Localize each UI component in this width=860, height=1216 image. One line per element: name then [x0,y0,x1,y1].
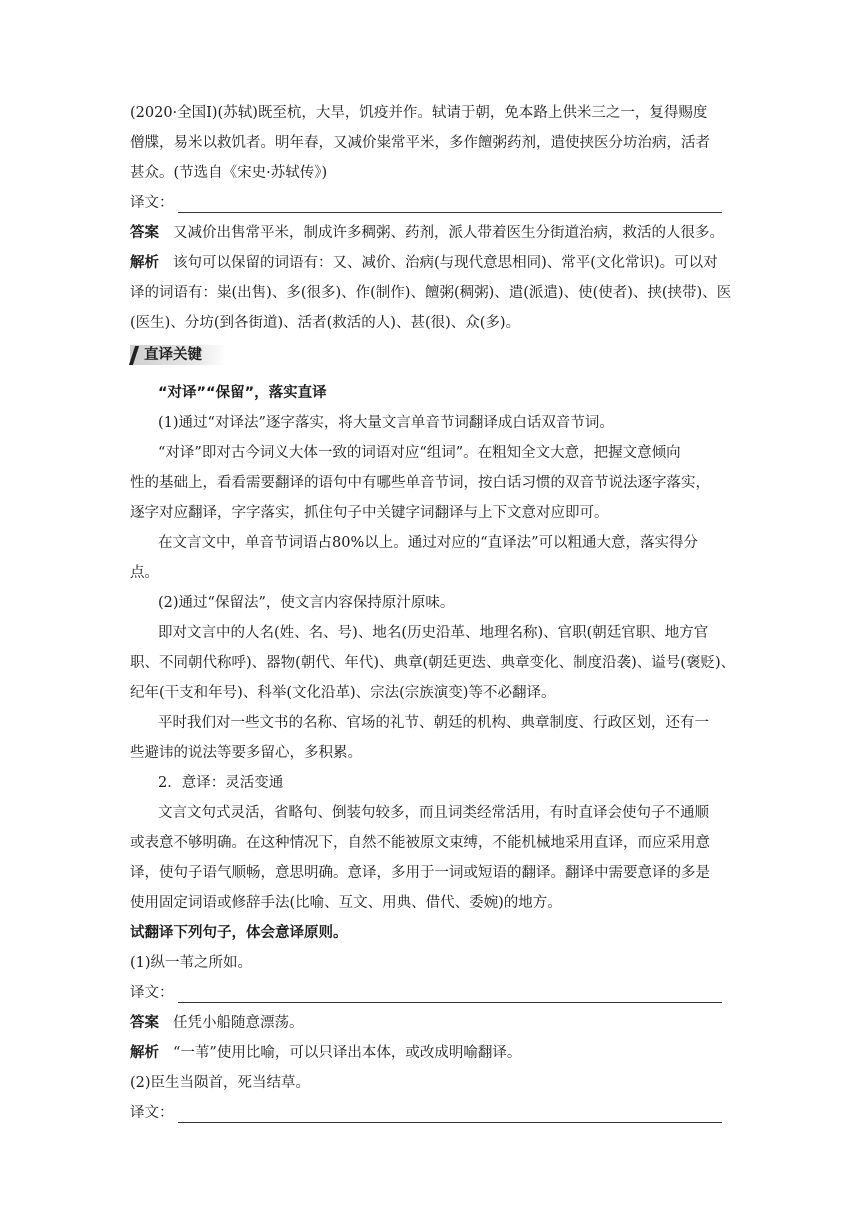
paragraph-line: 使用固定词语或修辞手法(比喻、互文、用典、借代、委婉)的地方。 [130,895,562,911]
paragraph-line: 性的基础上，看看需要翻译的语句中有哪些单音节词，按白话习惯的双音节说法逐字落实， [130,475,710,491]
paragraph-line: 平时我们对一些文书的名称、官场的礼节、朝廷的机构、典章制度、行政区划，还有一 [158,715,709,731]
answer-label: 答案 [130,225,159,241]
answer-label: 答案 [130,1015,159,1031]
translation-blank[interactable] [178,988,722,1003]
analysis-text: 该句可以保留的词语有：又、减价、治病(与现代意思相同)、常平(文化常识)。可以对 [173,255,718,271]
question-2: (2)臣生当陨首，死当结草。 [130,1075,311,1091]
analysis-label: 解析 [130,1045,159,1061]
translation-label: 译文： [130,1105,174,1121]
question-1: (1)纵一苇之所如。 [130,955,253,971]
paragraph: (1)通过“对译法”逐字落实，将大量文言单音节词翻译成白话双音节词。 [158,415,614,431]
answer-text: 任凭小船随意漂荡。 [173,1015,304,1031]
analysis-label: 解析 [130,255,159,271]
passage-line: 僧牒，易米以救饥者。明年春，又减价粜常平米，多作饘粥药剂，遣使挟医分坊治病，活者 [130,135,710,151]
paragraph-line: 或表意不够明确。在这种情况下，自然不能被原文束缚，不能机械地采用直译，而应采用意 [130,835,710,851]
translation-label: 译文： [130,985,174,1001]
answer-row-1 [130,223,740,243]
translation-blank[interactable] [178,198,722,213]
translation-row-2 [130,983,740,1003]
passage-line: (2020·全国Ⅰ)(苏轼)既至杭，大旱，饥疫并作。轼请于朝，免本路上供米三之一，复得赐度 [130,105,708,121]
paragraph-line: “对译”即对古今词义大体一致的词语对应“组词”。在粗知全文大意，把握文意倾向 [158,445,681,461]
section-tag-label: 直译关键 [144,347,202,363]
exercise-heading: 试翻译下列句子，体会意译原则。 [130,925,348,941]
paragraph-line: 纪年(干支和年号)、科举(文化沿革)、宗法(宗族演变)等不必翻译。 [130,685,556,701]
translation-label: 译文： [130,195,174,211]
paragraph-line: 译，使句子语气顺畅，意思明确。意译，多用于一词或短语的翻译。翻译中需要意译的多是 [130,865,710,881]
translation-row-3 [130,1103,740,1123]
analysis-line: (医生)、分坊(到各街道)、活者(救活的人)、甚(很)、众(多)。 [130,315,521,331]
paragraph-line: 逐字对应翻译，字字落实，抓住句子中关键字词翻译与上下文意对应即可。 [130,505,609,521]
analysis-text: “一苇”使用比喻，可以只译出本体，或改成明喻翻译。 [173,1045,522,1061]
paragraph-line: 在文言文中，单音节词语占80%以上。通过对应的“直译法”可以粗通大意，落实得分 [158,535,699,551]
paragraph-line: 些避讳的说法等要多留心，多积累。 [130,745,362,761]
analysis-row-2 [130,1043,740,1063]
answer-text: 又减价出售常平米，制成许多稠粥、药剂，派人带着医生分街道治病，救活的人很多。 [173,225,724,241]
analysis-row-1 [130,253,740,273]
passage-line: 甚众。(节选自《宋史·苏轼传》) [130,165,328,181]
paragraph-line: 文言文句式灵活，省略句、倒装句较多，而且词类经常活用，有时直译会使句子不通顺 [158,805,709,821]
heading-free-translation: 2．意译：灵活变通 [158,775,284,791]
paragraph-line: 即对文言中的人名(姓、名、号)、地名(历史沿革、地理名称)、官职(朝廷官职、地方官 [158,625,709,641]
paragraph: (2)通过“保留法”，使文言内容保持原汁原味。 [158,595,455,611]
heading-direct-translation: “对译”“保留”，落实直译 [158,385,327,401]
paragraph-line: 点。 [130,565,159,581]
section-tag [130,345,226,365]
translation-row-1 [130,193,740,213]
analysis-line: 译的词语有：粜(出售)、多(很多)、作(制作)、饘粥(稠粥)、遣(派遣)、使(使者)、挟(挟带)、医 [130,285,732,301]
answer-row-2 [130,1013,740,1033]
paragraph-line: 职、不同朝代称呼)、器物(朝代、年代)、典章(朝廷更迭、典章变化、制度沿袭)、谥号(褒贬)、 [130,655,736,671]
translation-blank[interactable] [178,1108,722,1123]
